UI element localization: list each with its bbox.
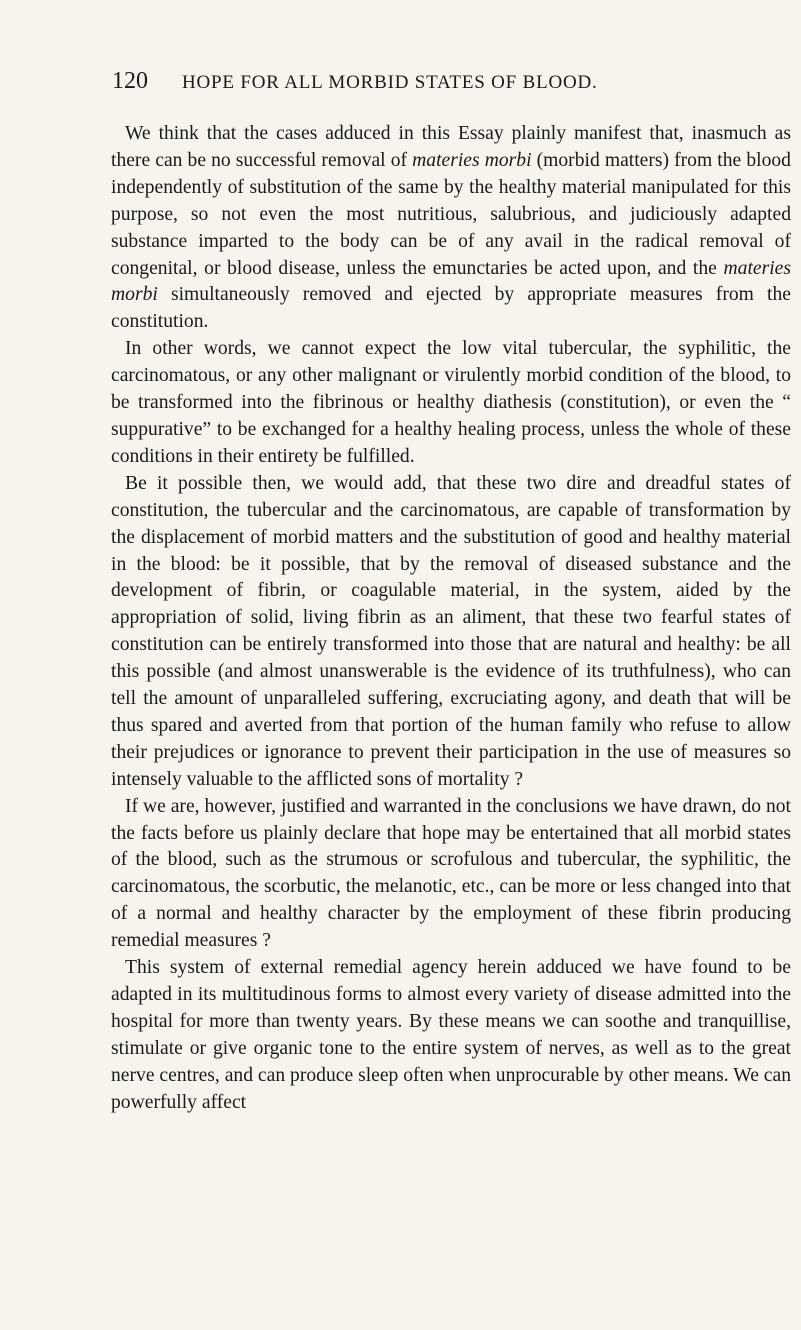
paragraph-3 xyxy=(111,471,791,794)
paragraph-4 xyxy=(111,794,791,955)
running-head xyxy=(112,68,771,98)
text-segment: We think that the cases adduced in this Essay plainly manifest that, inasmuch as there can be no successful removal of xyxy=(111,123,791,171)
body-text xyxy=(111,121,791,1117)
text-segment: If we are, however, justified and warranted in the conclusions we have drawn, do not the facts before us plainly declare that hope may be entertained that all morbid states of the blood, such as the strumous or scrofulous and tubercular, the syphilitic, the carcinomatous, the scorbutic, the melanotic, etc., can be more or less changed into that of a normal and healthy character by the employment of these fibrin producing remedial measures ? xyxy=(111,795,791,952)
text-segment: This system of external remedial agency herein adduced we have found to be adapted in its multitudinous forms to almost every variety of disease admitted into the hospital for more than twenty years. By these means we can soothe and tranquillise, stimulate or give organic tone to the entire system of nerves, as well as to the great nerve centres, and can produce sleep often when unprocurable by other means. We can powerfully affect xyxy=(111,957,791,1113)
paragraph-5 xyxy=(111,955,791,1116)
text-segment: simultaneously removed and ejected by appropriate measures from the constitution. xyxy=(111,284,791,333)
paragraph-2 xyxy=(111,336,791,471)
paragraph-1 xyxy=(111,121,791,336)
running-title: HOPE FOR ALL MORBID STATES OF BLOOD. xyxy=(182,72,598,93)
italic-term: materies morbi xyxy=(111,257,791,306)
italic-term: materies morbi xyxy=(412,149,532,171)
page-number: 120 xyxy=(112,68,148,94)
text-segment: (morbid matters) from the blood independently of substitution of the same by the healthy material manipulated for this purpose, so not even the most nutritious, salubrious, and judiciously adapted substance imparted to the body can be of any avail in the radical removal of congenital, or blood disease, unless the emunctaries be acted upon, and the xyxy=(111,149,791,279)
text-segment: Be it possible then, we would add, that these two dire and dreadful states of constitution, the tubercular and the carcinomatous, are capable of transformation by the displacement of morbid matters and the substitution of good and healthy material in the blood: be it possible, that by the removal of diseased substance and the development of fibrin, or coagulable material, in the system, aided by the appropriation of solid, living fibrin as an aliment, that these two fearful states of constitution can be entirely transformed into those that are natural and healthy: be all this possible (and almost unanswerable is the evidence of its truthfulness), who can tell the amount of unparalleled suffering, excruciating agony, and death that will be thus spared and averted from that portion of the human family who refuse to allow their prejudices or ignorance to prevent their participation in the use of measures so intensely valuable to the afflicted sons of mortality ? xyxy=(111,472,791,790)
text-segment: In other words, we cannot expect the low vital tubercular, the syphilitic, the carcinomatous, or any other malignant or virulently morbid condition of the blood, to be transformed into the fibrinous or healthy diathesis (constitution), or even the “ suppurative” to be exchanged for a healthy healing process, unless the whole of these conditions in their entirety be fulfilled. xyxy=(111,338,791,467)
